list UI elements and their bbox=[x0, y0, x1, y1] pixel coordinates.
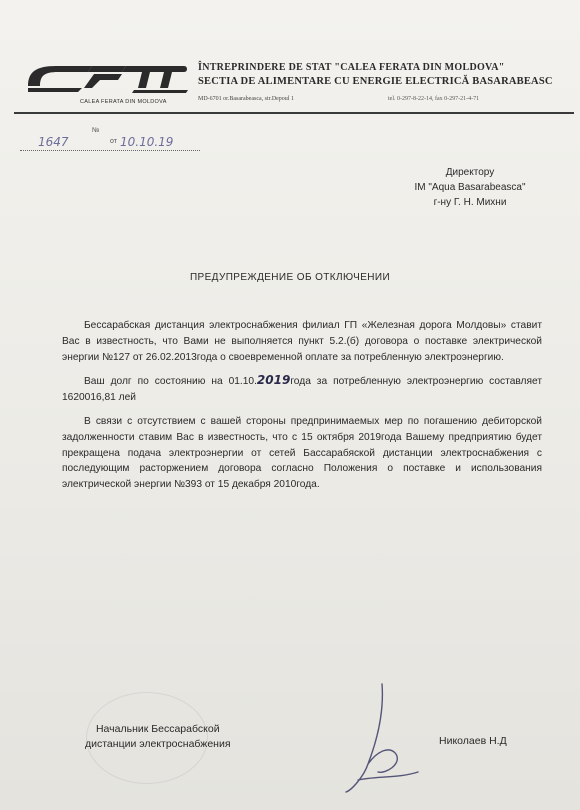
signatory-title-line2: дистанции электроснабжения bbox=[85, 738, 231, 750]
handwritten-year: 2019 bbox=[256, 373, 291, 388]
paragraph-disconnection: В связи с отсутствием с вашей стороны предпринимаемых мер по погашению дебиторской задолженности ставим Вас в известность, что с 15 октября 2019года Вашему предприятию будет прекращена подача электроэнергии от сетей Бассарабяской дистанции электроснабжения с последующим расторжением договора согласно Положения о поставке и использования электрической энергии №393 от 15 декабря 2010года. bbox=[62, 415, 542, 491]
number-symbol: № bbox=[92, 127, 100, 134]
signatory-title bbox=[85, 722, 231, 752]
handwritten-signature bbox=[338, 680, 428, 800]
org-contacts: tel. 0-297-8-22-14, fax 0-297-21-4-71 bbox=[388, 96, 480, 102]
paragraph-debt bbox=[62, 373, 542, 406]
organization-header bbox=[198, 62, 578, 102]
letter-body bbox=[62, 318, 542, 501]
document-title: ПРЕДУПРЕЖДЕНИЕ ОБ ОТКЛЮЧЕНИИ bbox=[189, 272, 391, 283]
debt-text-end: года за потребленную электроэнергию составляет 1620016,81 лей bbox=[62, 376, 542, 404]
header-divider bbox=[14, 112, 574, 114]
addressee-name: г-ну Г. Н. Михни bbox=[433, 197, 507, 208]
org-address: MD-6701 or.Basarabeasca, str.Depoul 1 bbox=[198, 96, 294, 102]
org-department: SECTIA DE ALIMENTARE CU ENERGIE ELECTRICĂ BASARABEASC bbox=[198, 76, 553, 87]
registration-date: 10.10.19 bbox=[120, 135, 174, 149]
signature-block bbox=[0, 680, 580, 810]
addressee-position: Директору bbox=[445, 167, 495, 178]
debt-text-start: Ваш долг по состоянию на 01.10. bbox=[84, 376, 257, 388]
logo-caption: CALEA FERATA DIN MOLDOVA bbox=[80, 99, 167, 105]
company-logo bbox=[22, 58, 190, 110]
registration-underline bbox=[20, 150, 200, 152]
addressee-company: IM "Aqua Basarabeasca" bbox=[414, 182, 526, 193]
paragraph-notice: Бессарабская дистанция электроснабжения филиал ГП «Железная дорога Молдовы» ставит Вас в известность, что Вами не выполняется пункт 5.2.(б) договора о поставке электрической энергии №127 от 26.02.2013года о своевременной оплате за потребленную электроэнергию. bbox=[62, 320, 542, 363]
addressee-block bbox=[380, 165, 560, 210]
registration-field bbox=[20, 127, 210, 155]
registration-number: 1647 bbox=[38, 135, 69, 149]
org-name: ÎNTREPRINDERE DE STAT "CALEA FERATA DIN MOLDOVA" bbox=[198, 62, 505, 73]
signatory-title-line1: Начальник Бессарабской bbox=[95, 723, 220, 735]
cfm-logo-icon bbox=[22, 58, 190, 98]
from-symbol: от bbox=[110, 138, 117, 145]
signatory-name: Николаев Н.Д bbox=[439, 735, 507, 747]
